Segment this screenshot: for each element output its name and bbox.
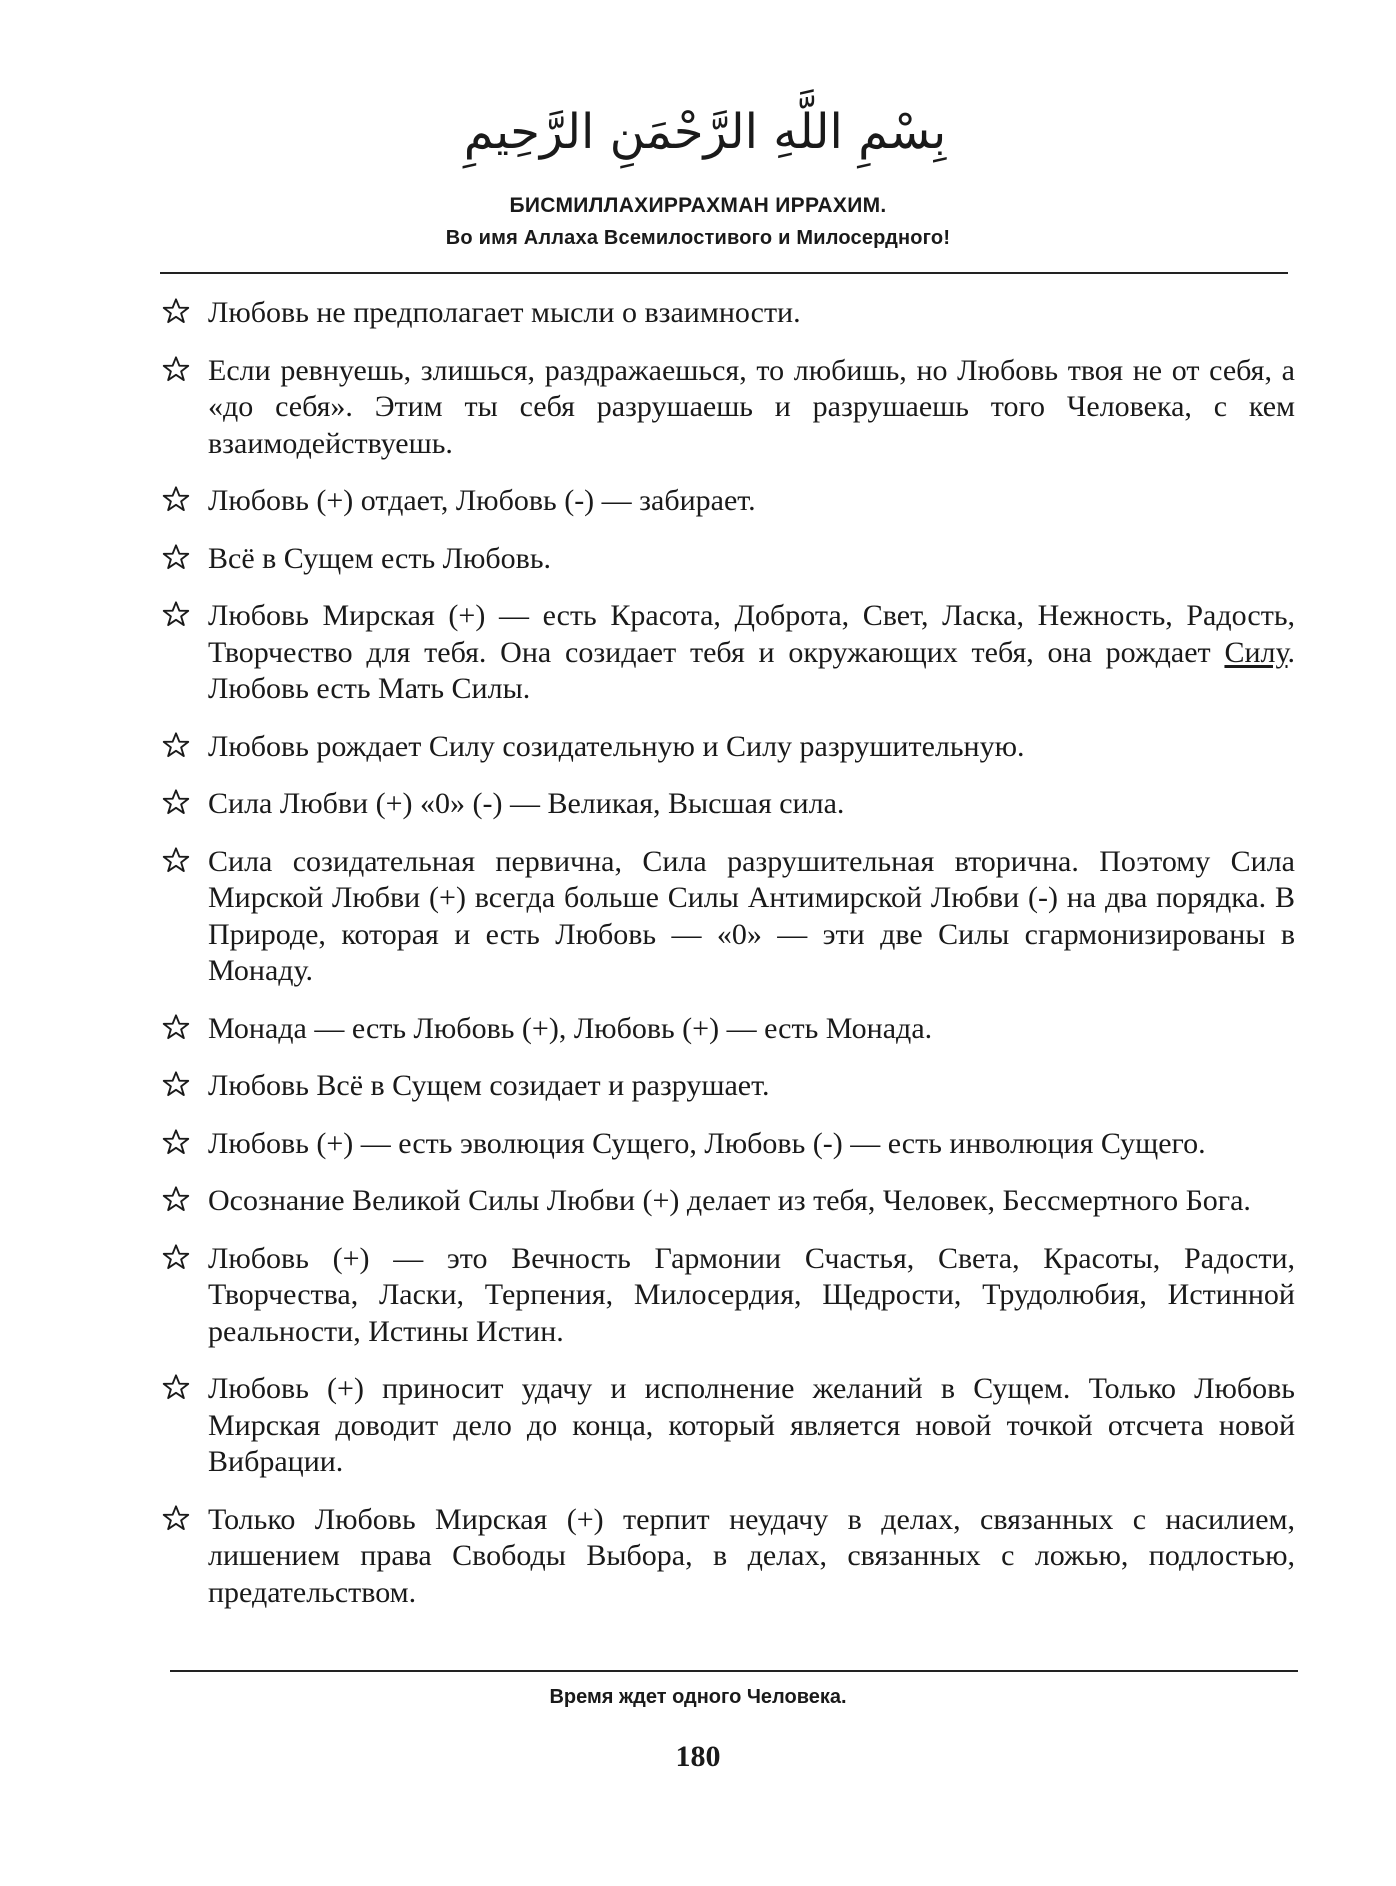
list-item-text: Сила Любви (+) «0» (-) — Великая, Высшая сила. bbox=[208, 787, 845, 820]
list-item bbox=[160, 483, 1295, 520]
star-bullet-icon bbox=[162, 846, 190, 874]
list-item bbox=[160, 598, 1295, 708]
top-divider bbox=[160, 272, 1288, 274]
list-item-text: Любовь (+) приносит удачу и исполнение желаний в Сущем. Только Любовь Мирская доводит дело до конца, который является новой точкой отсчета новой Вибрации. bbox=[208, 1372, 1295, 1478]
list-item bbox=[160, 295, 1295, 332]
bottom-divider bbox=[170, 1670, 1298, 1672]
list-item-text: Любовь (+) отдает, Любовь (-) — забирает. bbox=[208, 484, 756, 517]
aphorism-list bbox=[160, 295, 1295, 1632]
star-bullet-icon bbox=[162, 788, 190, 816]
list-item bbox=[160, 1126, 1295, 1163]
page-number: 180 bbox=[675, 1740, 721, 1773]
list-item bbox=[160, 844, 1295, 990]
list-item bbox=[160, 1371, 1295, 1481]
header-subtitle: Во имя Аллаха Всемилостивого и Милосердного! bbox=[445, 227, 951, 249]
list-item bbox=[160, 1011, 1295, 1048]
svg-text:بِسْمِ اللَّهِ الرَّحْمَنِ الر: بِسْمِ اللَّهِ الرَّحْمَنِ الرَّحِيمِ bbox=[463, 104, 947, 160]
list-item bbox=[160, 541, 1295, 578]
list-item-text: Любовь (+) — есть эволюция Сущего, Любовь (-) — есть инволюция Сущего. bbox=[208, 1126, 1206, 1160]
list-item bbox=[160, 729, 1295, 766]
list-item-text: Только Любовь Мирская (+) терпит неудачу в делах, связанных с насилием, лишением права Свободы Выбора, в делах, связанных с ложью, подлостью, предательством. bbox=[208, 1502, 1295, 1609]
underlined-word: Силу bbox=[1224, 635, 1288, 669]
star-bullet-icon bbox=[162, 600, 190, 628]
list-item bbox=[160, 1183, 1295, 1220]
header-title: БИСМИЛЛАХИРРАХМАН ИРРАХИМ. bbox=[509, 194, 887, 217]
list-item bbox=[160, 1502, 1295, 1612]
list-item-text: Если ревнуешь, злишься, раздражаешься, то любишь, но Любовь твоя не от себя, а «до себя». Этим ты себя разрушаешь и разрушаешь того Человека, с кем взаимодействуешь. bbox=[208, 353, 1295, 460]
list-item bbox=[160, 353, 1295, 463]
list-item-text: Любовь (+) — это Вечность Гармонии Счастья, Света, Красоты, Радости, Творчества, Ласки, Терпения, Милосердия, Щедрости, Трудолюбия, Истинной реальности, Истины Истин. bbox=[208, 1241, 1295, 1348]
list-item-text: Любовь не предполагает мысли о взаимности. bbox=[208, 296, 801, 329]
footer-note: Время ждет одного Человека. bbox=[549, 1686, 847, 1708]
star-bullet-icon bbox=[162, 355, 190, 383]
star-bullet-icon bbox=[162, 1185, 190, 1213]
text-segment: Любовь Мирская (+) — есть Красота, Доброта, Свет, Ласка, Нежность, Радость, Творчество для тебя. Она созидает тебя и окружающих тебя, она рождает bbox=[208, 599, 1295, 669]
star-bullet-icon bbox=[162, 1128, 190, 1156]
star-bullet-icon bbox=[162, 1243, 190, 1271]
list-item-text: Монада — есть Любовь (+), Любовь (+) — есть Монада. bbox=[208, 1011, 933, 1045]
star-bullet-icon bbox=[162, 1504, 190, 1532]
star-bullet-icon bbox=[162, 543, 190, 571]
list-item-text: Любовь Всё в Сущем созидает и разрушает. bbox=[208, 1069, 770, 1102]
star-bullet-icon bbox=[162, 731, 190, 759]
star-bullet-icon bbox=[162, 1070, 190, 1098]
list-item-text: Всё в Сущем есть Любовь. bbox=[208, 541, 552, 575]
star-bullet-icon bbox=[162, 1013, 190, 1041]
bismillah-calligraphy bbox=[463, 70, 947, 190]
list-item bbox=[160, 1068, 1295, 1105]
list-item-text bbox=[208, 598, 1295, 708]
list-item-text: Любовь рождает Силу созидательную и Силу разрушительную. bbox=[208, 729, 1025, 763]
text-segment: . Любовь есть Мать Силы. bbox=[208, 635, 1295, 705]
list-item bbox=[160, 1241, 1295, 1351]
star-bullet-icon bbox=[162, 297, 190, 325]
star-bullet-icon bbox=[162, 1373, 190, 1401]
list-item-text: Сила созидательная первична, Сила разрушительная вторична. Поэтому Сила Мирской Любви (+) всегда больше Силы Антимирской Любви (-) на два порядка. В Природе, которая и есть Любовь — «0» — эти две Силы сгармонизированы в Монаду. bbox=[208, 844, 1295, 987]
star-bullet-icon bbox=[162, 485, 190, 513]
list-item-text: Осознание Великой Силы Любви (+) делает из тебя, Человек, Бессмертного Бога. bbox=[208, 1184, 1251, 1217]
list-item bbox=[160, 786, 1295, 823]
